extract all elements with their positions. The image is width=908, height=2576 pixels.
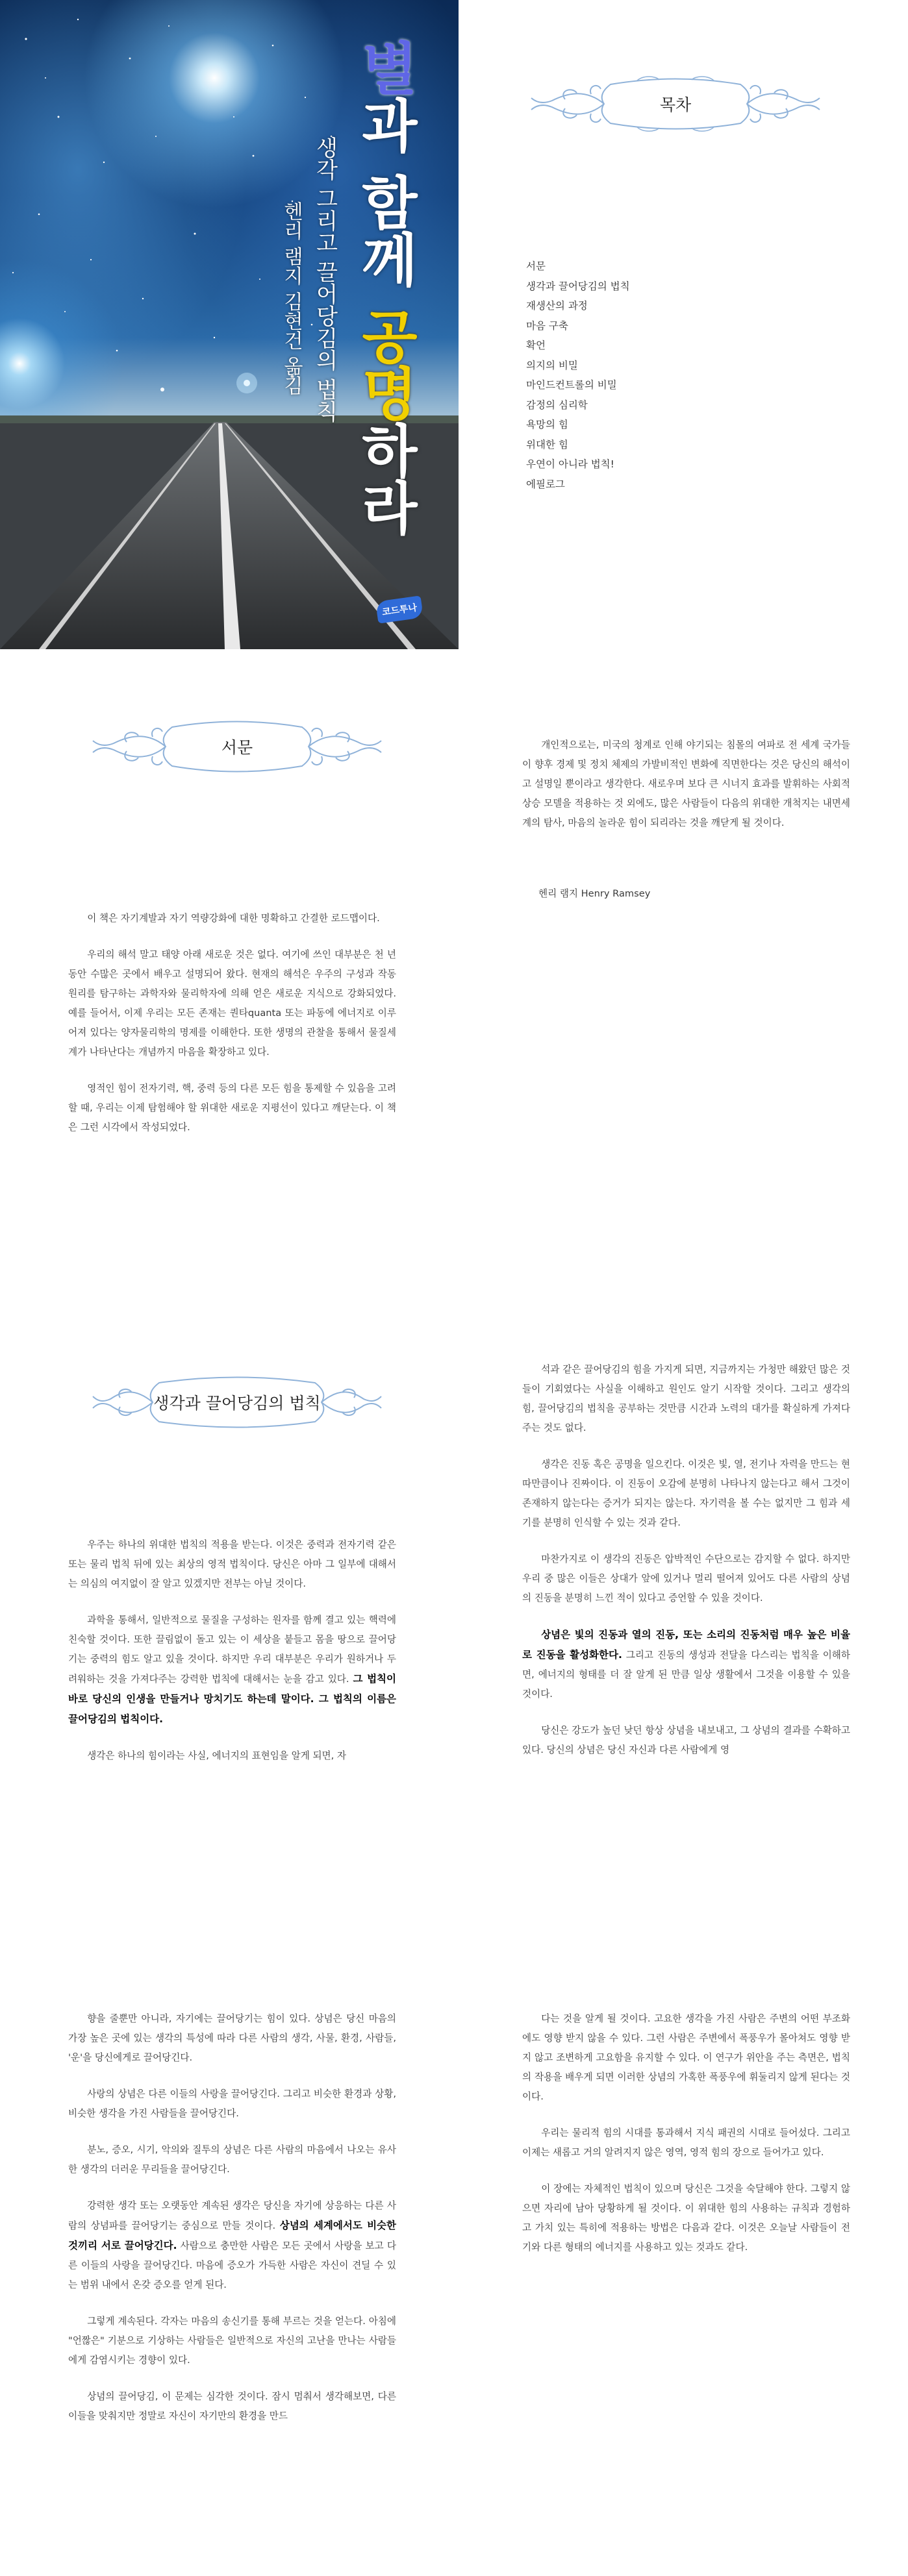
paragraph (68, 2085, 396, 2124)
paragraph (522, 2124, 850, 2162)
toc-item[interactable]: 의지의 비밀 (526, 359, 578, 371)
paragraph-text: 우주는 하나의 위대한 법칙의 적용을 받는다. 이것은 중력과 전자기력 같은 또는 물리 법칙 뒤에 있는 최상의 영적 법칙이다. 당신은 아마 그 일부에 대해서는 의심의 여지없이 잘 알고 있겠지만 전부는 아닐 것이다. (68, 1539, 396, 1589)
paragraph-text: 이 장에는 자체적인 법칙이 있으며 당신은 그것을 숙달해야 한다. 그렇지 않으면 자리에 남아 당황하게 될 것이다. 이 위대한 힘의 사용하는 규칙과 경험하고 가치 있는 특히에 적용하는 방법은 다음과 같다. 이것은 오늘날 사람들이 전기와 다른 형태의 에너지를 사용하고 있는 것과도 같다. (522, 2183, 850, 2253)
emphasis-text: 그 법칙이 바로 당신의 인생을 만들거나 망치기도 하는데 말이다. 그 법칙의 이름은 끌어당김의 법칙이다. (68, 1673, 396, 1725)
paragraph-text: 마찬가지로 이 생각의 진동은 압박적인 수단으로는 감지할 수 없다. 하지만 우리 중 많은 이들은 상대가 앞에 있거나 멀리 떨어져 있어도 다른 사람의 상념의 진동을 분명히 느낀 적이 있다고 증언할 수 있을 것이다. (522, 1554, 850, 1604)
toc-item[interactable]: 확언 (526, 340, 546, 351)
paragraph (68, 1611, 396, 1729)
toc-item[interactable]: 우연이 아니라 법칙! (526, 458, 614, 470)
toc-heading: 목차 (659, 95, 692, 114)
preface-body-left (68, 909, 396, 1137)
chapter1-body-left (68, 1535, 396, 1766)
paragraph-text: 그리고 진동의 생성과 전달을 다스리는 법칙을 이해하면, 에너지의 형태를 더 잘 알게 된 만큼 일상 생활에서 그것을 이용할 수 있을 것이다. (522, 1650, 850, 1700)
paragraph-text: 분노, 증오, 시기, 악의와 질투의 상념은 다른 사람의 마음에서 나오는 유사한 생각의 더러운 무리들을 끌어당긴다. (68, 2144, 396, 2175)
chapter1-page-right (454, 1324, 908, 1974)
chapter1-cont-page-left (0, 1967, 454, 2576)
publisher-logo: 코드투나 (375, 595, 423, 623)
paragraph: 영적인 힘이 전자기력, 핵, 중력 등의 다른 모든 힘을 통제할 수 있음을 고려할 때, 우리는 이제 탐험해야 할 위대한 새로운 지평선이 있다고 깨닫는다. 이 책은 그런 시각에서 작성되었다. (68, 1083, 396, 1133)
cover-title-part1: 별 (352, 39, 419, 96)
paragraph (68, 2140, 396, 2179)
paragraph-text: 석과 같은 끌어당김의 힘을 가지게 되면, 지금까지는 가청만 해왔던 많은 것들이 기회였다는 사실을 이해하고 원인도 알기 시작할 것이다. 그리고 생각의 힘, 끌어당김의 법칙을 공부하는 것만큼 시간과 노력의 대가를 확실하게 가져다주는 것도 없다. (522, 1364, 850, 1433)
paragraph-text: 강력한 생각 또는 오랫동안 계속된 생각은 당신을 자기에 상응하는 다른 사람의 상념파를 끌어당기는 중심으로 만들 것이다. (68, 2200, 396, 2231)
toc-item[interactable]: 감정의 심리학 (526, 399, 588, 411)
paragraph-text: 과학을 통해서, 일반적으로 물질을 구성하는 원자를 함께 결고 있는 핵력에 친숙할 것이다. 또한 끌림없이 돌고 있는 이 세상을 붙들고 몸을 땅으로 끌어당기는 중력의 힘도 알고 있을 것이다. 하지만 우리 대부분은 우리가 원하거나 두려워하는 것을 가져다주는 강력한 법칙에 대해서는 눈을 감고 있다. (68, 1615, 396, 1685)
paragraph-text: 생각은 진동 혹은 공명을 일으킨다. 이것은 빛, 열, 전기나 자력을 만드는 현따만큼이나 진짜이다. 이 진동이 오감에 분명히 나타나지 않는다고 해서 그것이 존재하지 않는다는 증거가 되지는 않는다. 자기력을 볼 수는 없지만 그 힘과 세기를 분명히 인식할 수 있는 것과 같다. (522, 1459, 850, 1528)
paragraph (68, 2196, 396, 2295)
paragraph (522, 2179, 850, 2257)
chapter1-cont-body-right (522, 2009, 850, 2257)
toc-list (526, 256, 786, 494)
paragraph (522, 1721, 850, 1760)
paragraph-text: 사랑의 상념은 다른 이들의 사랑을 끌어당긴다. 그리고 비슷한 환경과 상황, 비슷한 생각을 가진 사람들을 끌어당긴다. (68, 2088, 396, 2119)
preface-page-right (454, 675, 908, 1324)
paragraph-text: 상념의 끌어당김, 이 문제는 심각한 것이다. 잠시 멈춰서 생각해보면, 다른 이들을 맞춰지만 정말로 자신이 자기만의 환경을 만드 (68, 2391, 396, 2421)
paragraph-text: 그렇게 계속된다. 각자는 마음의 송신기를 통해 부르는 것을 얻는다. 아침에 "언짢은" 기분으로 기상하는 사람들은 일반적으로 자신의 고난을 만나는 사람들에게 감염시키는 경향이 있다. (68, 2316, 396, 2366)
paragraph: 이 책은 자기계발과 자기 역량강화에 대한 명확하고 간결한 로드맵이다. (87, 913, 380, 924)
chapter1-heading: 생각과 끌어당김의 법칙 (153, 1394, 321, 1413)
emphasis-text: 상념의 세계에서도 비슷한 것끼리 서로 끌어당긴다. (68, 2220, 396, 2251)
paragraph (522, 2009, 850, 2107)
cover-title-block (280, 39, 429, 571)
paragraph: 개인적으로는, 미국의 청계로 인해 야기되는 침몰의 여파로 전 세계 국가들이 향후 경제 및 정치 체제의 가발비적인 변화에 직면한다는 것은 당신의 해석이고 설명일 뿐이라고 생각한다. 새로우며 보다 큰 시너지 효과를 발휘하는 사회적 상승 모델을 적용하는 것 외에도, 많은 사람들이 다음의 위대한 개척지는 내면세계의 탐사, 마음의 놀라운 힘이 되리라는 것을 깨닫게 될 것이다. (522, 739, 850, 828)
spread-cover-toc (0, 0, 908, 649)
preface-heading: 서문 (221, 738, 253, 757)
paragraph (522, 1360, 850, 1438)
toc-item[interactable]: 위대한 힘 (526, 438, 568, 451)
toc-item[interactable]: 재생산의 과정 (526, 300, 588, 312)
paragraph (68, 2387, 396, 2426)
toc-item[interactable]: 생각과 끌어당김의 법칙 (526, 280, 630, 292)
paragraph (522, 1455, 850, 1533)
toc-item[interactable]: 욕망의 힘 (526, 419, 568, 430)
paragraph-text: 우리는 물리적 힘의 시대를 통과해서 지식 패권의 시대로 들어섰다. 그리고 이제는 새롭고 거의 알려지지 않은 영역, 영적 힘의 장으로 들어가고 있다. (522, 2127, 850, 2158)
paragraph (68, 2009, 396, 2068)
toc-item[interactable]: 서문 (526, 260, 546, 272)
paragraph (522, 1550, 850, 1608)
paragraph (68, 1535, 396, 1594)
cover-author: 헨리 램지 김현건 옮김 (280, 201, 303, 395)
chapter1-cont-body-left (68, 2009, 396, 2426)
cover-subtitle: 생각 그리고 끌어당김의 법칙 (312, 136, 338, 423)
chapter1-cont-page-right (454, 1967, 908, 2576)
paragraph (68, 1746, 396, 1766)
paragraph (68, 2312, 396, 2370)
chapter1-heading-ornament (88, 1360, 386, 1444)
chapter1-page-left (0, 1324, 454, 1974)
toc-item[interactable]: 마음 구축 (526, 319, 568, 332)
cover-title (351, 39, 419, 536)
paragraph (522, 1625, 850, 1704)
toc-page (454, 0, 908, 649)
preface-body-right (522, 736, 850, 833)
cover-title-part3: 공명 (352, 307, 419, 422)
paragraph-text: 생각은 하나의 힘이라는 사실, 에너지의 표현임을 알게 되면, 자 (87, 1750, 347, 1761)
emphasis-text: 상념은 빛의 진동과 열의 진동, 또는 소리의 진동처럼 매우 높은 비율로 진동을 활성화한다. (522, 1629, 850, 1661)
preface-page-left (0, 675, 454, 1324)
cover-title-part4: 하라 (352, 421, 419, 536)
cover-title-part2: 과 함께 (352, 96, 419, 308)
preface-signature: 헨리 램지 Henry Ramsey (538, 888, 651, 899)
book-cover (0, 0, 459, 649)
paragraph-text: 향을 줄뿐만 아니라, 자기에는 끌어당기는 힘이 있다. 상념은 당신 마음의 가장 높은 곳에 있는 생각의 특성에 따라 다른 사람의 생각, 사물, 환경, 사람들, '운'을 당신에게로 끌어당긴다. (68, 2013, 396, 2063)
toc-item[interactable]: 마인드컨트롤의 비밀 (526, 379, 617, 391)
spread-preface (0, 675, 908, 1324)
paragraph: 우리의 해석 말고 태양 아래 새로운 것은 없다. 여기에 쓰인 대부분은 천 년 동안 수많은 곳에서 배우고 설명되어 왔다. 현재의 해석은 우주의 구성과 작동 원리를 탐구하는 과학자와 물리학자에 의해 얻은 새로운 지식으로 강화되었다. 예를 들어서, 이제 우리는 모든 존재는 퀀타quanta 또는 파동에 에너지로 이루어져 있다는 양자물리학의 명제를 이해한다. 또한 생명의 관찰을 통해서 물질세계가 나타난다는 개념까지 마음을 확장하고 있다. (68, 949, 396, 1058)
paragraph-text: 사람으로 충만한 사람은 모든 곳에서 사랑을 보고 다른 이들의 사랑을 끌어당긴다. 마음에 증오가 가득한 사람은 자신이 견딜 수 있는 범위 내에서 온갖 증오를 얻게 된다. (68, 2240, 396, 2290)
paragraph-text: 다는 것을 알게 될 것이다. 고요한 생각을 가진 사람은 주변의 어떤 부조화에도 영향 받지 않을 수 있다. 그런 사람은 주변에서 폭풍우가 몰아쳐도 영향 받지 않고 조변하게 고요함을 유지할 수 있다. 이 연구가 위안을 주는 측면은, 법칙의 작용을 배우게 되면 이러한 상념의 가혹한 폭풍우에 휘둘리지 않게 된다는 것이다. (522, 2013, 850, 2102)
spread-chapter1-continued (0, 1967, 908, 2576)
toc-heading-ornament (526, 62, 825, 146)
preface-heading-ornament (88, 704, 386, 789)
spread-chapter1 (0, 1324, 908, 1974)
paragraph-text: 당신은 강도가 높던 낮던 항상 상념을 내보내고, 그 상념의 결과를 수확하고 있다. 당신의 상념은 당신 자신과 다른 사람에게 영 (522, 1725, 850, 1755)
chapter1-body-right (522, 1360, 850, 1760)
toc-item[interactable]: 에필로그 (526, 478, 565, 490)
